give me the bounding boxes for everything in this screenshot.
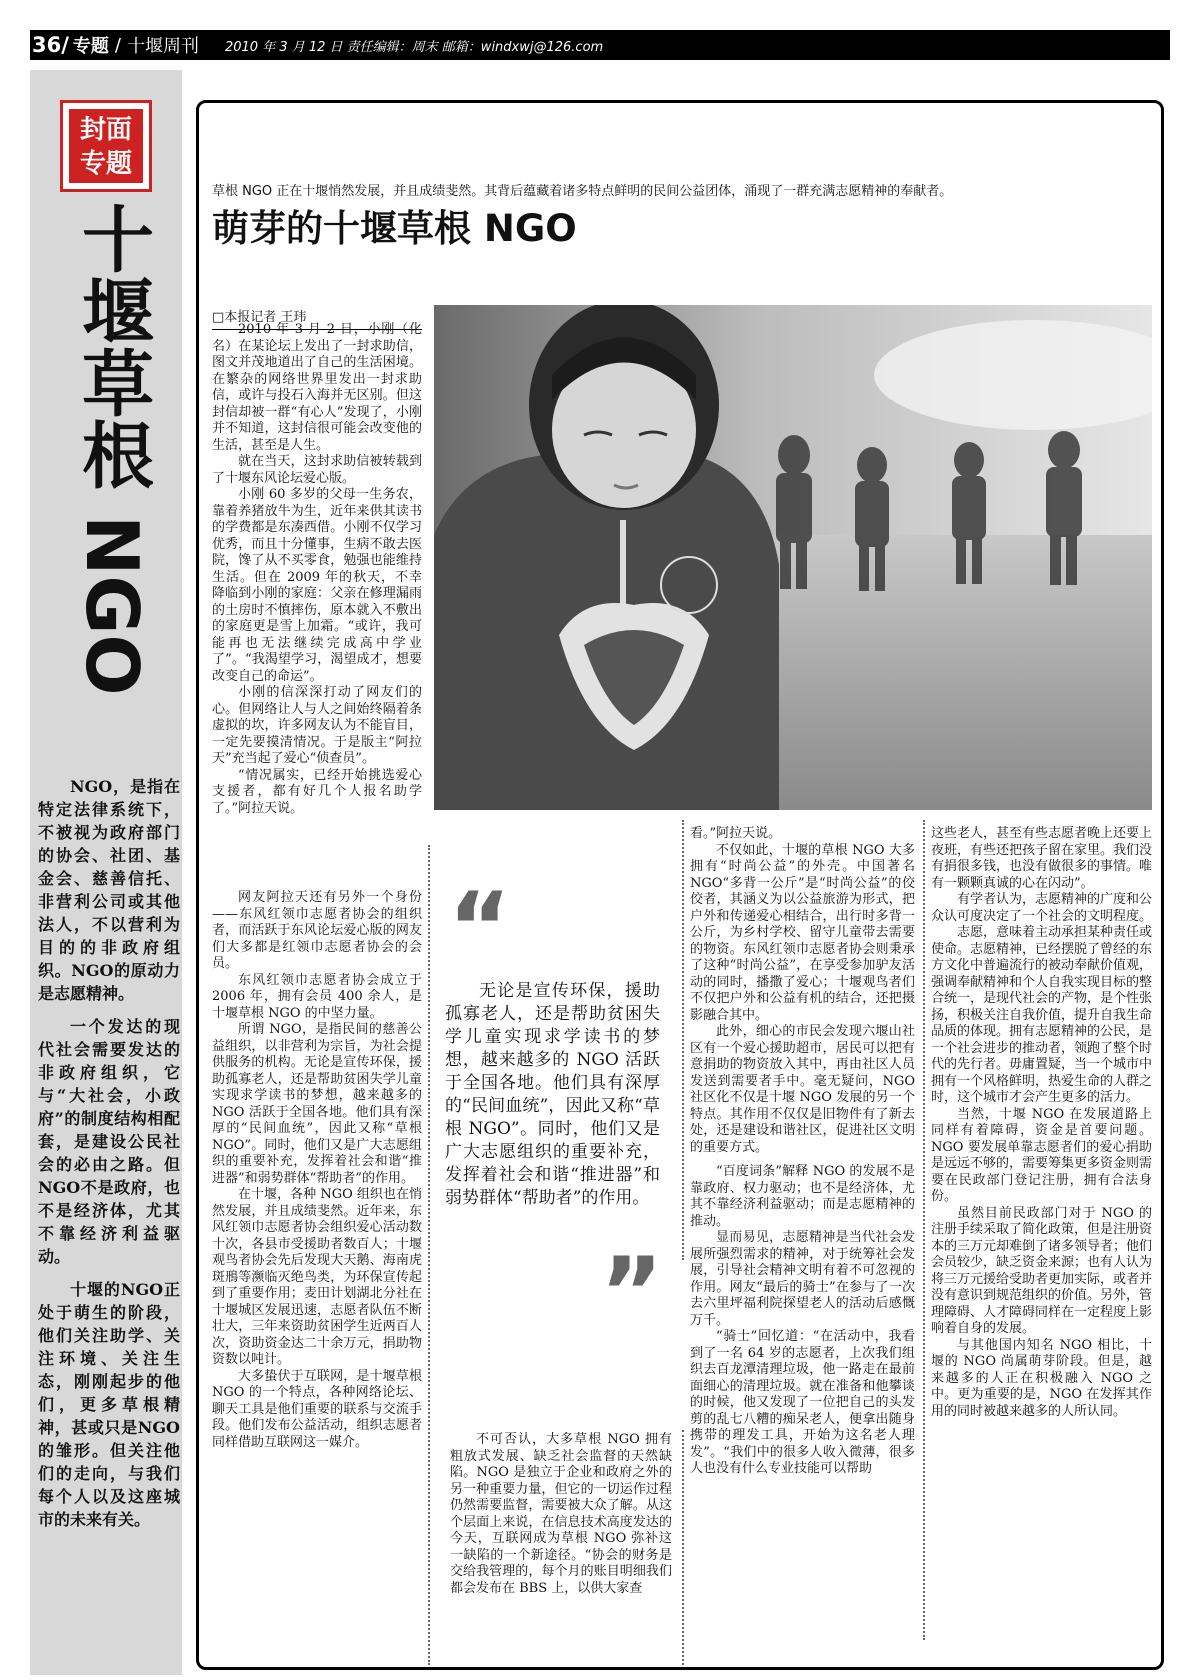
column-1-paragraph: 小刚的信深深打动了网友们的心。但网络让人与人之间始终隔着条虚拟的坎，许多网友认为不能盲目，一定先要摸清情况。于是版主“阿拉天”充当起了爱心“侦查员”。 [212, 685, 422, 766]
column-divider [682, 1430, 684, 1665]
column-1-lower-paragraph: 东风红领巾志愿者协会成立于 2006 年，拥有会员 400 余人，是十堰草根 NGO 的中坚力量。 [212, 972, 422, 1021]
column-4-paragraph: 虽然目前民政部门对于 NGO 的注册手续采取了简化政策，但是注册资本的三万元却难倒了诸多领导者；他们会员较少，缺乏资金来源；也有人认为将三万元援给受助者更加实际，或者并没有意识到规范组织的价值。另外，管理障碍、人才障碍同样在一定程度上影响着自身的发展。 [931, 1205, 1152, 1336]
left-sidebar [30, 70, 182, 1675]
column-3-paragraph: 不仅如此，十堰的草根 NGO 大多拥有“时尚公益”的外壳。中国著名 NGO“多背一公斤”是“时尚公益”的佼佼者，其涵义为以公益旅游为形式，把户外和传递爱心相结合，出行时多背一公斤，为乡村学校、留守儿童带去需要的物资。东风红领巾志愿者协会则秉承了这种“时尚公益”，在享受参加驴友活动的同时，播撒了爱心；十堰观鸟者们不仅把户外和公益有机的结合，还把摄影融合其中。 [690, 842, 915, 1023]
sidebar-paragraph: NGO，是指在特定法律系统下，不被视为政府部门的协会、社团、基金会、慈善信托、非营利公司或其他法人，不以营利为目的的非政府组织。NGO的原动力是志愿精神。 [38, 777, 180, 1003]
column-1-lower-paragraph: 所谓 NGO，是指民间的慈善公益组织，以非营利为宗旨，为社会提供服务的机构。无论是宣传环保，援助孤寡老人，还是帮助贫困失学儿童实现求学读书的梦想，越来越多的 NGO 活跃于全国各地。他们具有深厚的“民间血统”，因此又称“草根 NGO”。同时，他们又是广大志愿组织的重要补充，发挥着社会和谐“推进器”和弱势群体“帮助者”的作用。 [212, 1022, 422, 1186]
column-1-paragraph: 小刚 60 多岁的父母一生务农，靠着养猪放牛为生，近年来供其读书的学费都是东凑西借。小刚不仅学习优秀，而且十分懂事，生病不敢去医院，馋了从不买零食，勉强也能维持生活。但在 2009 年的秋天，不幸降临到小刚的家庭：父亲在修理漏雨的土房时不慎摔伤，原本就入不敷出的家庭更是雪上加霜。“或许，我可能再也无法继续完成高中学业了”。“我渴望学习，渴望成才，想要改变自己的命运”。 [212, 487, 422, 684]
column-4-paragraph: 志愿，意味着主动承担某种责任或使命。志愿精神，已经摆脱了曾经的东方文化中普遍流行的被动奉献价值观，强调奉献精神和个人自我实现目标的整合统一，是现代社会的产物，是个性张扬，积极关注自我价值，提升自我生命品质的体现。拥有志愿精神的公民，是一个社会进步的推动者，领跑了整个时代的先行者。毋庸置疑，当一个城市中拥有一个风格鲜明，热爱生命的人群之时，这个城市才会产生更多的活力。 [931, 925, 1152, 1105]
feature-stamp [60, 100, 152, 192]
publication-name: 十堰周刊 [126, 36, 199, 57]
column-4-paragraph: 当然，十堰 NGO 在发展道路上同样有着障碍，资金是首要问题。NGO 要发展单靠志愿者们的爱心捐助是远远不够的，需要筹集更多资金则需要在民政部门登记注册，拥有合法身份。 [931, 1106, 1152, 1204]
column-1 [212, 322, 422, 877]
column-divider [923, 820, 925, 1640]
column-divider [682, 820, 684, 1260]
sidebar-paragraph: 一个发达的现代社会需要发达的非政府组织，它与“大社会，小政府”的制度结构相配套，是建设公民社会的必由之路。但NGO不是政府，也不是经济体，尤其不靠经济利益驱动。 [38, 1017, 180, 1266]
column-1-paragraph: “情况属实，已经开始挑选爱心支援者，都有好几个人报名助学了。”阿拉天说。 [212, 767, 422, 816]
sidebar-note [38, 775, 180, 1541]
pull-quote: 无论是宣传环保，援助孤寡老人，还是帮助贫困失学儿童实现求学读书的梦想，越来越多的 NGO 活跃于全国各地。他们具有深厚的“民间血统”，因此又称“草根 NGO”。同时，他们又是广大志愿组织的重要补充，发挥着社会和谐“推进器”和弱势群体“帮助者”的作用。 [445, 981, 660, 1208]
column-2 [450, 1432, 672, 1662]
masthead-slash: / [114, 34, 121, 56]
masthead-meta: 2010 年 3 月 12 日 责任编辑：周末 邮箱：windxwj@126.com [224, 39, 604, 55]
masthead-bar [30, 30, 1170, 60]
page-number: 36/ [32, 33, 69, 57]
section-name: 专题 [72, 36, 109, 57]
column-4-paragraph: 有学者认为，志愿精神的广度和公众认可度决定了一个社会的文明程度。 [931, 892, 1152, 924]
column-3 [690, 826, 915, 1662]
column-3-paragraph: “骑士”回忆道：“在活动中，我看到了一名 64 岁的志愿者，上次我们组织去百龙潭清理垃圾，他一路走在最前面细心的清理垃圾。就在准备和他攀谈的时候，他又发现了一位把自己的头发剪的乱七八糟的痴呆老人，便拿出随身携带的理发工具，开始为这名老人理发”。“我们中的很多人收入微薄，很多人也没有什么专业技能可以帮助 [690, 1329, 915, 1476]
column-3-paragraph: 此外，细心的市民会发现六堰山社区有一个爱心援助超市，居民可以把有意捐助的物资放入其中，再由社区人员发送到需要者手中。毫无疑问，NGO 社区化不仅是十堰 NGO 发展的另一个特点。其作用不仅仅是旧物件有了新去处，还是建设和谐社区，促进社区文明的重要方式。 [690, 1024, 915, 1155]
child-heart-hands-photo [434, 305, 1152, 810]
stamp-line-1: 封面 [79, 115, 132, 145]
column-4-paragraph: 这些老人，甚至有些志愿者晚上还要上夜班，有些还把孩子留在家里。我们没有捐很多钱，也没有做很多的事情。唯有一颗颗真诚的心在闪动”。 [931, 826, 1152, 891]
column-2-paragraph: 不可否认，大多草根 NGO 拥有粗放式发展、缺乏社会监督的天然缺陷。NGO 是独立于企业和政府之外的另一种重要力量，但它的一切运作过程仍然需要监督，需要被大众了解。从这个层面上来说，在信息技术高度发达的今天，互联网成为草根 NGO 弥补这一缺陷的一个新途径。“协会的财务是交给我管理的，每个月的账目明细我们都会发布在 BBS 上，以供大家查 [450, 1432, 672, 1596]
article-headline: 萌芽的十堰草根 NGO [212, 207, 577, 250]
article-byline: □本报记者 王玮 [212, 306, 422, 330]
column-3-paragraph: 显而易见，志愿精神是当代社会发展所强烈需求的精神，对于统筹社会发展，引导社会精神文明有着不可忽视的作用。网友“最后的骑士”在参与了一次去六里坪福利院探望老人的活动后感慨万千。 [690, 1230, 915, 1328]
close-quote-mark: ” [600, 1237, 664, 1349]
column-4 [931, 826, 1152, 1662]
column-1-paragraph: 就在当天，这封求助信被转载到了十堰东风论坛爱心版。 [212, 454, 422, 486]
stamp-line-2: 专题 [79, 149, 132, 179]
column-1-lower [212, 890, 422, 1660]
vertical-title: 十堰草根 NGO [70, 202, 154, 696]
column-1-lower-paragraph: 大多蛰伏于互联网，是十堰草根 NGO 的一个特点，各种网络论坛、聊天工具是他们重要的联系与交流手段。他们发布公益活动，组织志愿者同样借助互联网这一媒介。 [212, 1368, 422, 1450]
column-1-lower-paragraph: 网友阿拉天还有另外一个身份——东风红领巾志愿者协会的组织者，而活跃于东风论坛爱心版的网友们大多都是红领巾志愿者协会的会员。 [212, 890, 422, 971]
column-1-lower-paragraph: 在十堰，各种 NGO 组织也在悄然发展，并且成绩斐然。近年来，东风红领巾志愿者协会组织爱心活动数十次，各县市受援助者数百人；十堰观鸟者协会先后发现大天鹅、海南虎斑鳽等濒临灭绝鸟类，为环保宣传起到了重要作用；麦田计划湖北分社在十堰城区发展迅速，志愿者队伍不断壮大，三年来资助贫困学生近两百人次，资助资金达二十余万元，捐助物资数以吨计。 [212, 1187, 422, 1367]
article-lede: 草根 NGO 正在十堰悄然发展，并且成绩斐然。其背后蕴藏着诸多特点鲜明的民间公益团体，涌现了一群充满志愿精神的奉献者。 [212, 184, 953, 199]
article-photo [434, 305, 1152, 810]
column-4-paragraph: 与其他国内知名 NGO 相比，十堰的 NGO 尚属萌芽阶段。但是，越来越多的人正在积极融入 NGO 之中。更为重要的是，NGO 在发挥其作用的同时被越来越多的人所认同。 [931, 1337, 1152, 1419]
column-3-paragraph: 看。”阿拉天说。 [690, 826, 782, 841]
column-1-paragraph: 2010 年 3 月 2 日，小刚（化名）在某论坛上发出了一封求助信，图文并茂地道出了自己的生活困境。在繁杂的网络世界里发出一封求助信，或许与投石入海并无区别。但这封信却被一群“有心人”发现了，小刚并不知道，这封信很可能会改变他的生活，甚至是人生。 [212, 322, 422, 453]
open-quote-mark: “ [448, 872, 512, 984]
sidebar-paragraph: 十堰的NGO正处于萌生的阶段，他们关注助学、关注环境、关注生态，刚刚起步的他们，更多草根精神，甚或只是NGO的雏形。但关注他们的走向，与我们每个人以及这座城市的未来有关。 [38, 1280, 180, 1529]
column-divider [428, 845, 430, 1665]
feature-stamp-inner [69, 109, 143, 183]
column-3-paragraph: “百度词条”解释 NGO 的发展不是靠政府、权力驱动；也不是经济体，尤其不靠经济利益驱动；而是志愿精神的推动。 [690, 1164, 915, 1229]
